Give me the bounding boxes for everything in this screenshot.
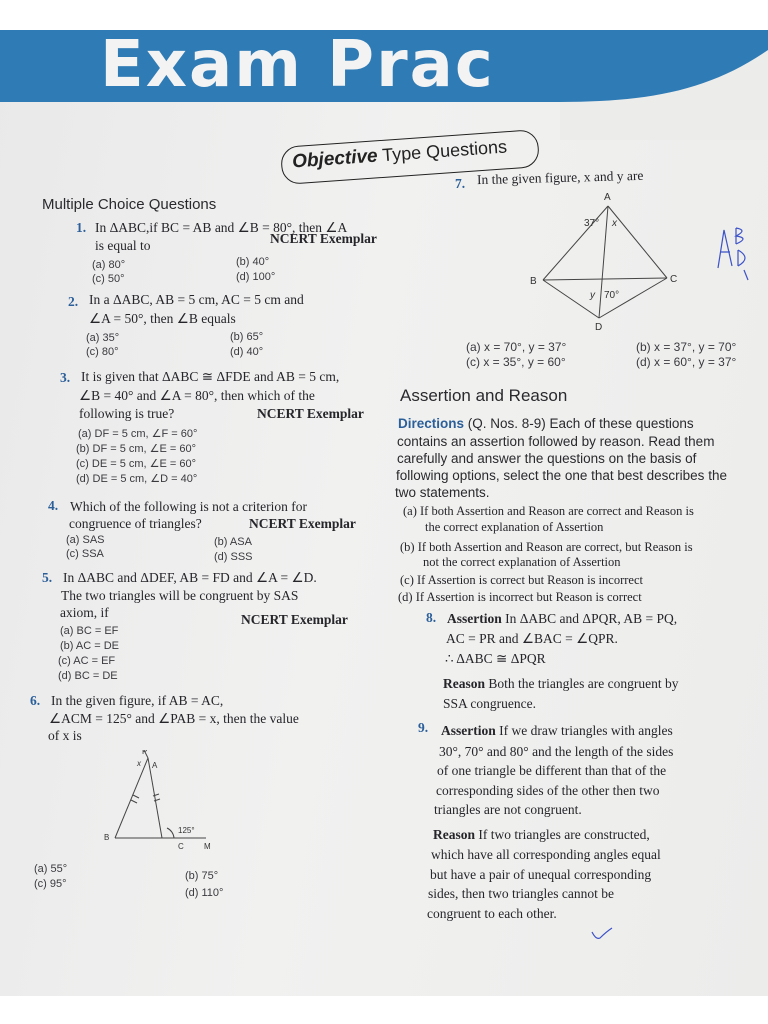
option: (c) AC = EF — [58, 655, 116, 667]
ar-option: (d) If Assertion is incorrect but Reason is correct — [398, 590, 642, 604]
option: (a) SAS — [66, 534, 105, 546]
question-number: 6. — [30, 693, 41, 708]
fig-label-c: C — [178, 842, 184, 851]
ar-option: (a) If both Assertion and Reason are correct and Reason is — [403, 504, 694, 518]
textbook-page — [0, 30, 768, 996]
option: (d) 110° — [185, 887, 224, 899]
question-text: It is given that ΔABC ≅ ΔFDE and AB = 5 cm, — [81, 369, 340, 384]
fig-label-a: A — [152, 761, 158, 770]
reason-text: but have a pair of unequal corresponding — [430, 867, 652, 882]
assertion-text: triangles are not congruent. — [434, 802, 582, 817]
question-text: In ΔABC and ΔDEF, AB = FD and ∠A = ∠D. — [63, 570, 317, 585]
check-mark-icon — [588, 924, 618, 944]
option: (d) DE = 5 cm, ∠D = 40° — [76, 473, 198, 485]
fig-label-d: D — [595, 322, 603, 333]
assertion-text: 30°, 70° and 80° and the length of the sides — [439, 744, 674, 759]
option: (c) 95° — [34, 878, 67, 890]
question-text: following is true? — [79, 406, 175, 421]
question-text: congruence of triangles? — [69, 516, 202, 531]
option: (b) 40° — [236, 256, 270, 268]
ar-option: the correct explanation of Assertion — [425, 520, 604, 534]
question-text: ∠A = 50°, then ∠B equals — [89, 311, 236, 326]
assertion-text: Assertion In ΔABC and ΔPQR, AB = PQ, — [447, 611, 678, 626]
question-text: Which of the following is not a criterion for — [70, 499, 307, 514]
fig-label-x: x — [137, 759, 141, 768]
reason-text: which have all corresponding angles equal — [431, 847, 661, 862]
question-text: In the given figure, if AB = AC, — [51, 693, 224, 708]
q6-triangle-figure — [96, 750, 236, 870]
option: (c) SSA — [66, 548, 104, 560]
option: (c) x = 35°, y = 60° — [466, 355, 566, 369]
option: (d) 100° — [236, 271, 276, 283]
question-number: 4. — [48, 498, 59, 513]
source-tag: NCERT Exemplar — [257, 406, 364, 421]
reason-text: Reason If two triangles are constructed, — [433, 827, 650, 842]
source-tag: NCERT Exemplar — [241, 612, 348, 627]
ar-heading: Assertion and Reason — [400, 386, 568, 405]
option: (b) 75° — [185, 870, 219, 882]
ar-option: (b) If both Assertion and Reason are correct, but Reason is — [400, 540, 693, 554]
handwritten-margin-note — [708, 210, 758, 290]
question-text: ∠ACM = 125° and ∠PAB = x, then the value — [49, 711, 299, 726]
directions-line: two statements. — [395, 485, 490, 500]
fig-angle-70: 70° — [604, 290, 620, 301]
option: (c) 80° — [86, 346, 119, 358]
option: (c) DE = 5 cm, ∠E = 60° — [76, 458, 197, 470]
option: (a) 55° — [34, 863, 68, 875]
option: (c) 50° — [92, 273, 125, 285]
assertion-text: ∴ ΔABC ≅ ΔPQR — [445, 651, 546, 666]
option: (b) 65° — [230, 331, 264, 343]
question-text: axiom, if — [60, 605, 109, 620]
question-number: 9. — [418, 720, 429, 735]
option: (d) x = 60°, y = 37° — [636, 355, 737, 369]
question-text: In a ΔABC, AB = 5 cm, AC = 5 cm and — [89, 292, 304, 307]
option: (d) BC = DE — [58, 670, 118, 682]
question-number: 3. — [60, 370, 71, 385]
question-text: of x is — [48, 728, 82, 743]
ar-option: not the correct explanation of Assertion — [423, 555, 621, 569]
question-text: In the given figure, x and y are — [476, 167, 644, 188]
reason-text: sides, then two triangles cannot be — [428, 886, 614, 901]
directions-line: following options, select the one that best describes the — [396, 468, 727, 483]
option: (b) DF = 5 cm, ∠E = 60° — [76, 443, 197, 455]
option: (a) 35° — [86, 332, 120, 344]
question-text: is equal to — [95, 238, 151, 253]
q7-quadrilateral-figure — [524, 188, 694, 338]
section-title: Objective Type Questions — [291, 136, 508, 173]
reason-text: Reason Both the triangles are congruent by — [443, 676, 679, 691]
banner-curve-decoration — [560, 30, 768, 140]
fig-label-y: y — [590, 290, 595, 301]
fig-label-a: A — [604, 192, 611, 203]
assertion-text: of one triangle be different than that of the — [437, 763, 667, 778]
fig-angle-37: 37° — [584, 218, 600, 229]
option: (a) DF = 5 cm, ∠F = 60° — [78, 428, 198, 440]
directions-line: contains an assertion followed by reason. Read them — [397, 434, 715, 449]
ar-option: (c) If Assertion is correct but Reason is incorrect — [400, 573, 643, 587]
fig-label-b: B — [530, 276, 537, 287]
question-text: ∠B = 40° and ∠A = 80°, then which of the — [79, 388, 315, 403]
assertion-text: AC = PR and ∠BAC = ∠QPR. — [446, 631, 618, 646]
question-text: The two triangles will be congruent by SAS — [61, 588, 299, 603]
option: (a) BC = EF — [60, 625, 119, 637]
source-tag: NCERT Exemplar — [249, 516, 356, 531]
option: (a) 80° — [92, 259, 126, 271]
assertion-text: Assertion If we draw triangles with angles — [441, 723, 673, 738]
mcq-heading: Multiple Choice Questions — [42, 196, 217, 213]
option: (b) ASA — [214, 536, 252, 548]
question-number: 5. — [42, 570, 53, 585]
source-tag: NCERT Exemplar — [270, 231, 377, 246]
banner-title: Exam Prac — [100, 30, 495, 102]
fig-label-x: x — [612, 218, 617, 229]
fig-label-p: P — [142, 750, 148, 756]
question-number: 1. — [76, 220, 87, 235]
option: (b) AC = DE — [60, 640, 119, 652]
reason-text: SSA congruence. — [443, 696, 536, 711]
question-number: 8. — [426, 610, 437, 625]
reason-text: congruent to each other. — [427, 906, 557, 921]
option: (a) x = 70°, y = 37° — [466, 340, 567, 354]
question-number: 7. — [455, 176, 466, 191]
fig-label-m: M — [204, 842, 211, 851]
question-text: In ΔABC,if BC = AB and ∠B = 80°, then ∠A — [95, 220, 348, 235]
fig-label-c: C — [670, 274, 678, 285]
directions-line: Directions (Q. Nos. 8-9) Each of these questions — [398, 416, 694, 431]
directions-line: carefully and answer the questions on the basis of — [397, 451, 697, 466]
question-number: 2. — [68, 294, 79, 309]
option: (d) 40° — [230, 346, 264, 358]
fig-angle-label: 125° — [178, 826, 195, 835]
option: (d) SSS — [214, 551, 253, 563]
option: (b) x = 37°, y = 70° — [636, 340, 737, 354]
fig-label-b: B — [104, 833, 110, 842]
assertion-text: corresponding sides of the other then two — [436, 783, 660, 798]
